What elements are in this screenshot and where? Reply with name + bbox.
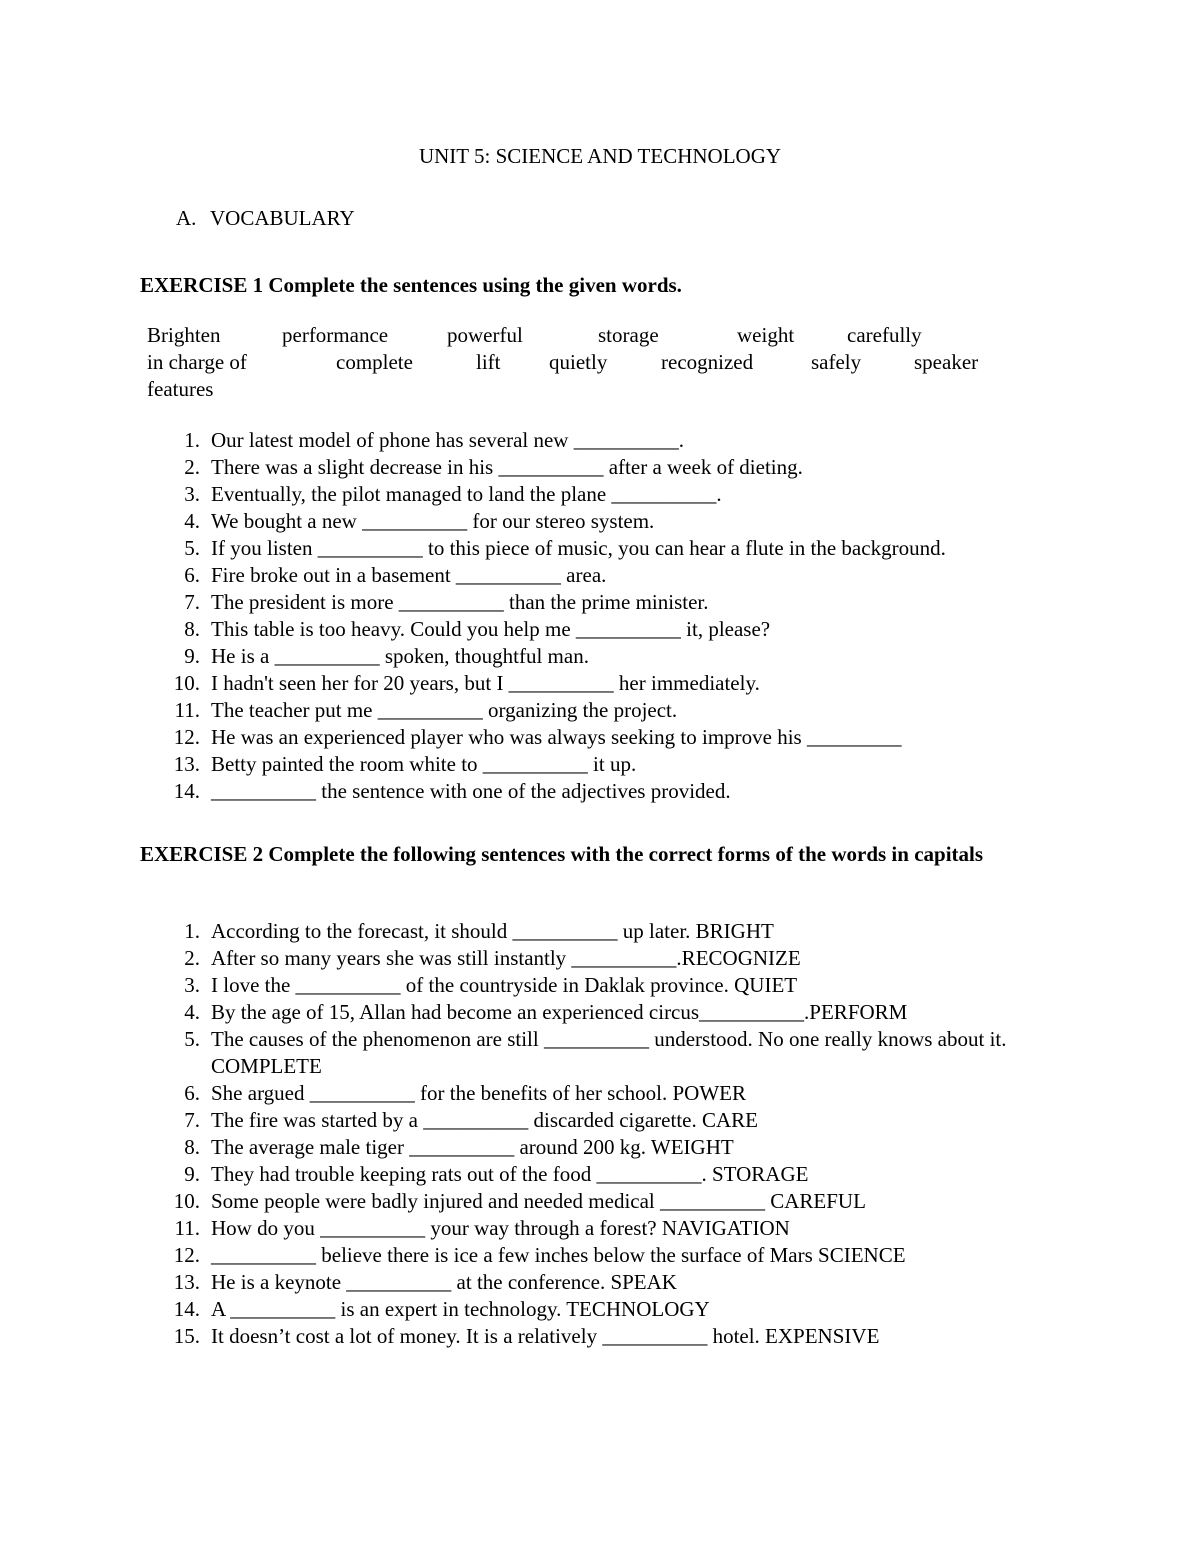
- exercise-item: 14. A __________ is an expert in technology. TECHNOLOGY: [173, 1297, 710, 1321]
- exercise-item: 3. Eventually, the pilot managed to land the plane __________.: [184, 482, 722, 506]
- exercise-item: 6. She argued __________ for the benefits of her school. POWER: [184, 1081, 747, 1105]
- exercise2-heading: EXERCISE 2 Complete the following sentences with the correct forms of the words in capitals: [140, 842, 984, 866]
- word-bank-item: weight: [737, 323, 795, 347]
- word-bank-item: complete: [336, 350, 413, 374]
- exercise-item: 3. I love the __________ of the countryside in Daklak province. QUIET: [184, 973, 798, 997]
- word-bank-item: storage: [598, 323, 659, 347]
- exercise2-list: [140, 918, 1040, 1350]
- exercise-item: 6. Fire broke out in a basement __________ area.: [184, 563, 607, 587]
- word-bank-item: speaker: [914, 350, 979, 374]
- exercise1-heading: EXERCISE 1 Complete the sentences using the given words.: [140, 273, 682, 297]
- word-bank-item: carefully: [847, 323, 922, 347]
- word-bank-item: lift: [476, 350, 501, 374]
- word-bank-row: [147, 349, 1027, 376]
- word-bank-item: Brighten: [147, 323, 221, 347]
- word-bank-row: [147, 376, 1027, 403]
- word-bank: [147, 322, 1027, 403]
- section-label: A.: [176, 206, 197, 230]
- exercise-item: 12. __________ believe there is ice a few inches below the surface of Mars SCIENCE: [173, 1243, 906, 1267]
- exercise-item: 13. Betty painted the room white to __________ it up.: [173, 752, 637, 776]
- exercise-item: 9. He is a __________ spoken, thoughtful man.: [184, 644, 589, 668]
- exercise-item: 4. By the age of 15, Allan had become an experienced circus__________.PERFORM: [184, 1000, 908, 1024]
- section-title: VOCABULARY: [210, 206, 355, 230]
- exercise-item: 9. They had trouble keeping rats out of the food __________. STORAGE: [184, 1162, 809, 1186]
- exercise1-list: [140, 427, 1040, 805]
- exercise-item: 5. If you listen __________ to this piece of music, you can hear a flute in the background.: [184, 536, 946, 560]
- exercise-item: 8. The average male tiger __________ around 200 kg. WEIGHT: [184, 1135, 734, 1159]
- word-bank-item: in charge of: [147, 350, 247, 374]
- exercise-item: 8. This table is too heavy. Could you help me __________ it, please?: [184, 617, 771, 641]
- exercise-item: 10. Some people were badly injured and needed medical __________ CAREFUL: [173, 1189, 866, 1213]
- exercise-item: 15. It doesn’t cost a lot of money. It is a relatively __________ hotel. EXPENSIVE: [173, 1324, 880, 1348]
- exercise-item: 2. After so many years she was still instantly __________.RECOGNIZE: [184, 946, 801, 970]
- exercise-item: 1. Our latest model of phone has several new __________.: [184, 428, 684, 452]
- exercise-item: 14. __________ the sentence with one of the adjectives provided.: [173, 779, 731, 803]
- exercise-item: 10. I hadn't seen her for 20 years, but I __________ her immediately.: [173, 671, 760, 695]
- exercise-item: 11. How do you __________ your way through a forest? NAVIGATION: [174, 1216, 790, 1240]
- word-bank-item: powerful: [447, 323, 523, 347]
- word-bank-row: [147, 322, 1027, 349]
- word-bank-item: safely: [811, 350, 862, 374]
- word-bank-item: performance: [282, 323, 389, 347]
- word-bank-item: quietly: [549, 350, 608, 374]
- exercise-item: 7. The president is more __________ than the prime minister.: [184, 590, 709, 614]
- exercise-item: 5. The causes of the phenomenon are still __________ understood. No one really knows about it. COMPLETE: [184, 1027, 1007, 1078]
- exercise-item: 4. We bought a new __________ for our stereo system.: [184, 509, 655, 533]
- exercise-item: 11. The teacher put me __________ organizing the project.: [174, 698, 678, 722]
- page-title: UNIT 5: SCIENCE AND TECHNOLOGY: [418, 144, 782, 168]
- exercise-item: 7. The fire was started by a __________ discarded cigarette. CARE: [184, 1108, 758, 1132]
- word-bank-item: features: [147, 377, 214, 401]
- exercise-item: 13. He is a keynote __________ at the conference. SPEAK: [173, 1270, 677, 1294]
- section-heading: [176, 205, 355, 231]
- word-bank-item: recognized: [661, 350, 754, 374]
- exercise-item: 2. There was a slight decrease in his __________ after a week of dieting.: [184, 455, 803, 479]
- exercise-item: 1. According to the forecast, it should __________ up later. BRIGHT: [184, 919, 774, 943]
- exercise-item: 12. He was an experienced player who was always seeking to improve his _________: [173, 725, 902, 749]
